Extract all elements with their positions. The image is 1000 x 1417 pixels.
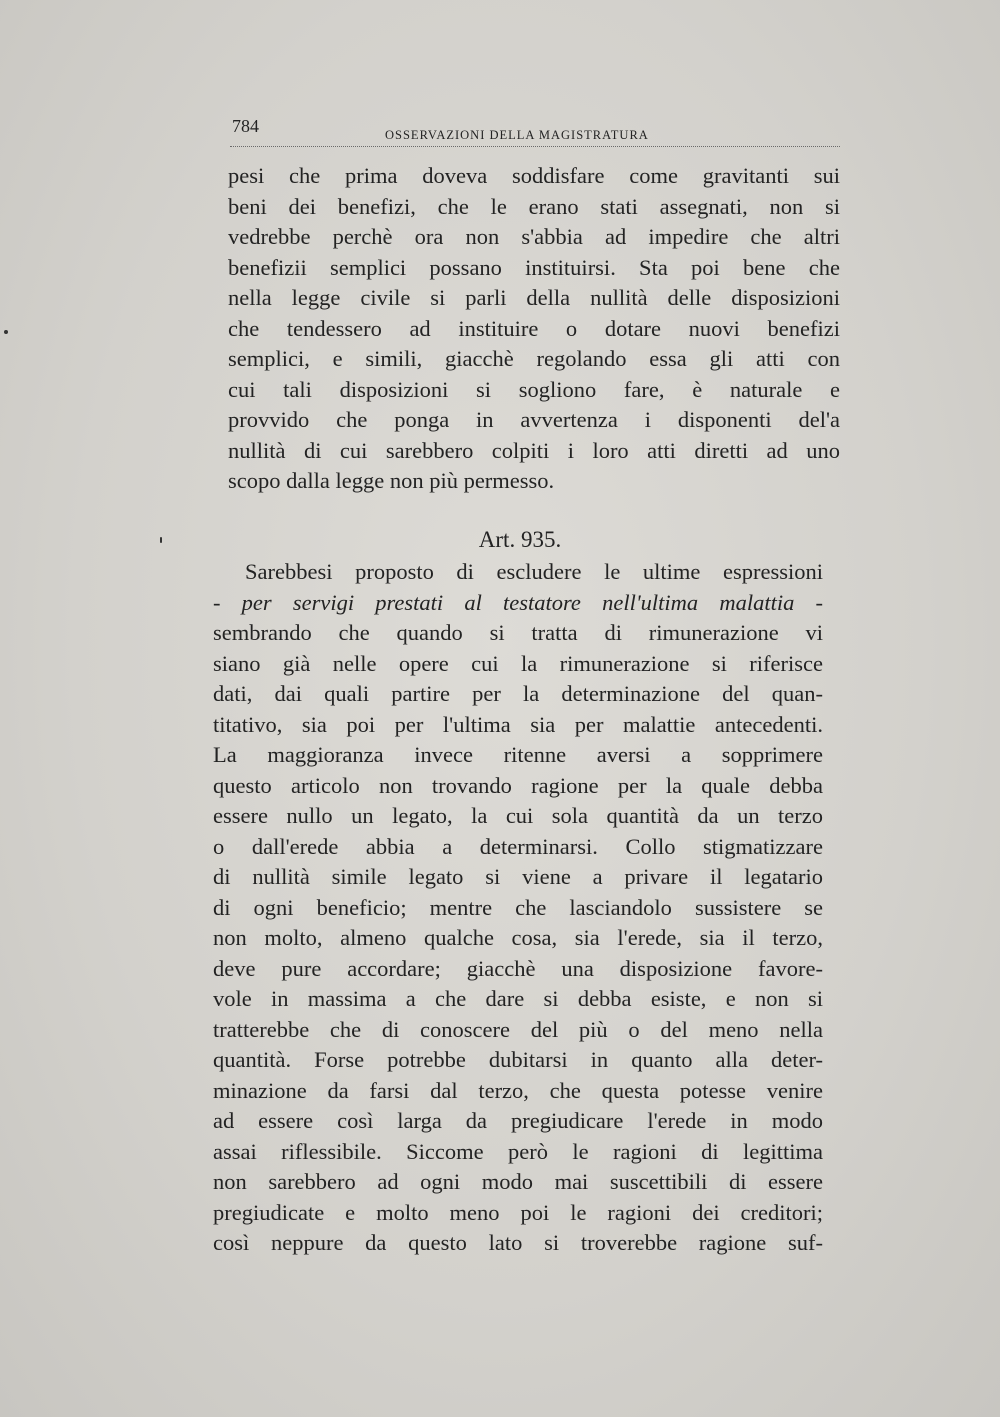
text-line: così neppure da questo lato si troverebbe ragione suf- <box>213 1230 823 1255</box>
page-header <box>230 116 840 147</box>
text-line: semplici, e simili, giacchè regolando essa gli atti con <box>228 346 840 371</box>
scan-speck <box>160 537 162 543</box>
text-line: assai riflessibile. Siccome però le ragioni di legittima <box>213 1138 823 1164</box>
text-line: sembrando che quando si tratta di rimunerazione vi <box>213 620 823 645</box>
text-line: dati, dai quali partire per la determinazione del quan- <box>213 681 823 706</box>
text-line: tratterebbe che di conoscere del più o del meno nella <box>213 1016 823 1042</box>
text-line: questo articolo non trovando ragione per la quale debba <box>213 772 823 798</box>
text-line: ad essere così larga da pregiudicare l'erede in modo <box>213 1108 823 1133</box>
text-line: non molto, almeno qualche cosa, sia l'erede, sia il terzo, <box>213 925 823 950</box>
text-line: scopo dalla legge non più permesso. <box>228 468 555 493</box>
article-heading: Art. 935. <box>478 527 562 552</box>
text-line: o dall'erede abbia a determinarsi. Collo stigmatizzare <box>213 833 823 859</box>
text-line: siano già nelle opere cui la rimunerazione si riferisce <box>213 650 823 676</box>
text-line: pregiudicate e molto meno poi le ragioni dei creditori; <box>213 1199 823 1225</box>
page-number: 784 <box>232 116 259 136</box>
text-line-italic: - per servigi prestati al testatore nell'ultima malattia - <box>213 589 823 615</box>
text-line: titativo, sia poi per l'ultima sia per malattie antecedenti. <box>213 711 823 737</box>
text-line: essere nullo un legato, la cui sola quantità da un terzo <box>213 803 823 828</box>
running-head: OSSERVAZIONI DELLA MAGISTRATURA <box>385 128 649 142</box>
scan-speck <box>4 330 8 334</box>
text-line: beni dei benefizi, che le erano stati assegnati, non si <box>228 193 840 219</box>
text-line: deve pure accordare; giacchè una disposizione favore- <box>213 955 823 981</box>
text-line: che tendessero ad instituire o dotare nuovi benefizi <box>228 315 840 341</box>
text-line: provvido che ponga in avvertenza i disponenti del'a <box>228 407 840 432</box>
text-line: La maggioranza invece ritenne aversi a sopprimere <box>213 742 823 767</box>
text-line: minazione da farsi dal terzo, che questa potesse venire <box>213 1077 823 1103</box>
text-line: vole in massima a che dare si debba esiste, e non si <box>213 986 823 1011</box>
text-line: pesi che prima doveva soddisfare come gravitanti sui <box>228 163 840 188</box>
text-line: di nullità simile legato si viene a privare il legatario <box>213 864 823 889</box>
article-paragraph <box>213 557 823 1259</box>
text-line: quantità. Forse potrebbe dubitarsi in quanto alla deter- <box>213 1047 823 1072</box>
text-line: di ogni beneficio; mentre che lasciandolo sussistere se <box>213 894 823 920</box>
text-line: cui tali disposizioni si sogliono fare, è naturale e <box>228 376 840 402</box>
text-line: vedrebbe perchè ora non s'abbia ad impedire che altri <box>228 224 840 249</box>
text-line: Sarebbesi proposto di escludere le ultime espressioni <box>245 559 823 584</box>
text-line: nella legge civile si parli della nullità delle disposizioni <box>228 285 840 310</box>
text-line: non sarebbero ad ogni modo mai suscettibili di essere <box>213 1169 823 1194</box>
text-line: nullità di cui sarebbero colpiti i loro atti diretti ad uno <box>228 437 840 463</box>
text-line: benefizii semplici possano instituirsi. Sta poi bene che <box>228 254 840 280</box>
paragraph-continuation <box>228 161 840 497</box>
